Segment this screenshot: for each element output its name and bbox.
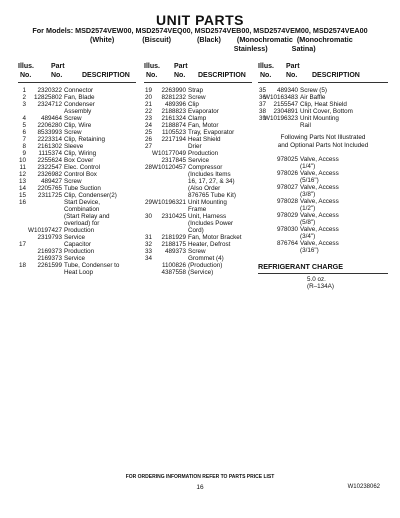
part-number: W10196323	[264, 115, 298, 122]
part-description: Tube, Condenser to	[64, 262, 120, 269]
part-number: 2206280	[37, 122, 62, 129]
model-line-1: For Models: MSD2574VEW00, MSD2574VEQ00, MSD2574VEB00, MSD2574VEM00, MSD2574VEA00	[32, 26, 368, 35]
parts-row	[18, 108, 138, 115]
illus-number: 21	[144, 101, 152, 108]
parts-row	[258, 170, 388, 177]
part-description: Valve, Access	[300, 156, 339, 163]
part-description: (Also Order	[188, 185, 221, 192]
part-number: 8533993	[37, 129, 62, 136]
part-label: Part	[174, 63, 188, 70]
parts-row	[144, 94, 254, 101]
ordering-footer: FOR ORDERING INFORMATION REFER TO PARTS PRICE LIST	[125, 474, 275, 480]
parts-row	[144, 227, 254, 234]
part-number: 2324712	[37, 101, 62, 108]
parts-row	[18, 101, 138, 108]
parts-row	[258, 87, 388, 94]
part-description: Control Box	[64, 171, 97, 178]
parts-row	[144, 164, 254, 171]
part-number: 2319793	[37, 234, 62, 241]
part-description: Assembly	[64, 108, 92, 115]
parts-row	[18, 150, 138, 157]
parts-row	[18, 199, 138, 206]
model-list	[0, 26, 400, 53]
part-description: Heat Shield	[188, 136, 221, 143]
part-label: Part	[286, 63, 300, 70]
part-number: 2310425	[161, 213, 186, 220]
part-description: Frame	[188, 206, 207, 213]
parts-row	[18, 178, 138, 185]
part-description: Compressor	[188, 164, 223, 171]
illus-number: 37	[258, 101, 266, 108]
parts-row	[144, 255, 254, 262]
part-description: Clip, Wiring	[64, 150, 97, 157]
parts-row	[144, 122, 254, 129]
part-description: Screw (5)	[300, 87, 327, 94]
part-description: Sleeve	[64, 143, 84, 150]
document-number: W10238062	[347, 484, 380, 490]
page-number: 16	[196, 484, 204, 491]
part-no-label: No.	[286, 72, 298, 79]
part-description: Valve, Access	[300, 240, 339, 247]
parts-row	[144, 248, 254, 255]
part-number: 2261599	[37, 262, 62, 269]
part-description: (5/16")	[300, 177, 319, 184]
part-number: 2320322	[37, 87, 62, 94]
page-title: UNIT PARTS	[156, 12, 244, 28]
illus-label: Illus.	[144, 63, 160, 70]
part-description: (Start Relay and	[64, 213, 110, 220]
part-description: Air Baffle	[300, 94, 326, 101]
part-number: 2188874	[161, 122, 186, 129]
part-description: (1/4")	[300, 163, 316, 170]
part-description: (5/8")	[300, 219, 316, 226]
parts-row	[258, 205, 388, 212]
parts-row	[258, 184, 388, 191]
illus-number: 24	[144, 122, 152, 129]
part-number: 2322547	[37, 164, 62, 171]
illus-number: 32	[144, 241, 152, 248]
illus-number: 18	[18, 262, 26, 269]
illus-no-label: No.	[146, 72, 158, 79]
part-description: Strap	[188, 87, 204, 94]
illus-number: 2	[22, 94, 26, 101]
part-description: Unit Mounting	[300, 115, 339, 122]
parts-row	[144, 206, 254, 213]
part-description: Service	[64, 234, 85, 241]
parts-row	[18, 164, 138, 171]
part-number: 8281232	[161, 94, 186, 101]
part-number: 2317845	[161, 157, 186, 164]
part-description: Tube Suction	[64, 185, 101, 192]
illus-number: 22	[144, 108, 152, 115]
illus-number: 26	[144, 136, 152, 143]
illus-number: 30	[144, 213, 152, 220]
part-number: 978026	[276, 170, 298, 177]
part-number: W10120457	[152, 164, 186, 171]
part-number: 2217194	[161, 136, 186, 143]
illus-no-label: No.	[20, 72, 32, 79]
part-number: W10177049	[152, 150, 186, 157]
parts-row	[144, 115, 254, 122]
part-description: Clamp	[188, 115, 207, 122]
part-number: W10197427	[28, 227, 62, 234]
part-number: 2188823	[161, 108, 186, 115]
parts-row	[18, 269, 138, 276]
part-description: (Includes Items	[188, 171, 231, 178]
illus-number: 7	[22, 136, 26, 143]
part-no-label: No.	[51, 72, 63, 79]
parts-row	[18, 122, 138, 129]
part-number: 2181929	[161, 234, 186, 241]
part-description: Connector	[64, 87, 94, 94]
parts-row	[18, 206, 138, 213]
part-description: (3/8")	[300, 191, 316, 198]
illus-number: 8	[22, 143, 26, 150]
illus-number: 14	[18, 185, 26, 192]
part-number: 12825802	[33, 94, 62, 101]
part-description: Screw	[64, 115, 82, 122]
part-description: Valve, Access	[300, 184, 339, 191]
parts-row	[258, 156, 388, 163]
part-description: Screw	[188, 94, 206, 101]
parts-row	[144, 234, 254, 241]
illus-number: 13	[18, 178, 26, 185]
part-description: Clip, Retaining	[64, 136, 105, 143]
illus-number: 33	[144, 248, 152, 255]
refrigerant-type: (R–134A)	[307, 283, 334, 290]
illus-number: 11	[19, 164, 26, 171]
part-description: Capacitor	[64, 241, 91, 248]
parts-row	[18, 234, 138, 241]
part-number: 2161302	[37, 143, 62, 150]
parts-row	[258, 101, 388, 108]
part-description: Unit Mounting	[188, 199, 227, 206]
illus-number: 39	[258, 115, 266, 122]
parts-row	[258, 177, 388, 184]
note-line-1: Following Parts Not Illustrated	[280, 134, 366, 141]
parts-row	[258, 122, 388, 129]
parts-row	[18, 87, 138, 94]
part-number: 489373	[164, 248, 186, 255]
parts-row	[258, 163, 388, 170]
part-number: 489396	[164, 101, 186, 108]
part-description: Start Device,	[64, 199, 101, 206]
part-number: 2263990	[161, 87, 186, 94]
parts-row	[144, 143, 254, 150]
parts-row	[144, 178, 254, 185]
parts-row	[258, 240, 388, 247]
illus-number: 17	[18, 241, 26, 248]
part-description: Heat Loop	[64, 269, 94, 276]
illus-number: 10	[18, 157, 26, 164]
part-description: Evaporator	[188, 108, 219, 115]
illus-number: 1	[22, 87, 26, 94]
part-number: 2161324	[161, 115, 186, 122]
part-description: (3/4")	[300, 233, 316, 240]
part-description: (Service)	[188, 269, 214, 276]
illus-number: 9	[22, 150, 26, 157]
refrigerant-amount: 5.0 oz.	[307, 276, 326, 283]
part-description: Valve, Access	[300, 198, 339, 205]
part-description: Valve, Access	[300, 170, 339, 177]
parts-row	[144, 269, 254, 276]
part-number: 978028	[276, 198, 298, 205]
description-label: DESCRIPTION	[198, 72, 246, 79]
part-description: Unit Cover, Bottom	[300, 108, 353, 115]
part-description: Drier	[188, 143, 202, 150]
part-description: Box Cover	[64, 157, 94, 164]
parts-row	[144, 220, 254, 227]
parts-row	[144, 136, 254, 143]
part-number: 2255624	[37, 157, 62, 164]
parts-row	[258, 191, 388, 198]
illus-number: 38	[258, 108, 266, 115]
part-number: 2169373	[37, 255, 62, 262]
part-number: 2155547	[273, 101, 298, 108]
part-number: 2188175	[161, 241, 186, 248]
parts-row	[258, 233, 388, 240]
part-label: Part	[51, 63, 65, 70]
parts-column-3b	[258, 156, 388, 254]
part-description: Screw	[188, 248, 206, 255]
part-number: 489340	[276, 87, 298, 94]
parts-row	[18, 157, 138, 164]
part-description: overload) for	[64, 220, 100, 227]
parts-row	[18, 185, 138, 192]
part-description: Service	[64, 255, 85, 262]
illus-number: 23	[144, 115, 152, 122]
part-description: (1/2")	[300, 205, 316, 212]
parts-row	[18, 171, 138, 178]
part-description: Screw	[64, 129, 82, 136]
parts-row	[144, 199, 254, 206]
part-number: 2304891	[273, 108, 298, 115]
part-description: Grommet (4)	[188, 255, 224, 262]
part-number: 4387558	[161, 269, 186, 276]
parts-row	[18, 143, 138, 150]
model-line-3: Stainless) Satina)	[66, 44, 316, 53]
illus-label: Illus.	[18, 63, 34, 70]
part-description: (3/16")	[300, 247, 319, 254]
part-description: Valve, Access	[300, 212, 339, 219]
part-description: Tray, Evaporator	[188, 129, 235, 136]
note-line-2: and Optional Parts Not Included	[277, 142, 369, 149]
illus-number: 36	[258, 94, 266, 101]
refrigerant-rule	[258, 273, 388, 274]
parts-row	[144, 129, 254, 136]
part-number: 2223314	[37, 136, 62, 143]
description-label: DESCRIPTION	[312, 72, 360, 79]
parts-row	[18, 136, 138, 143]
parts-row	[258, 226, 388, 233]
parts-row	[144, 241, 254, 248]
part-number: 2311725	[37, 192, 62, 199]
parts-row	[18, 227, 138, 234]
parts-row	[18, 115, 138, 122]
illus-number: 5	[22, 122, 26, 129]
parts-row	[18, 255, 138, 262]
part-description: Production	[188, 150, 219, 157]
part-description: Condenser	[64, 101, 95, 108]
parts-column-3	[258, 87, 388, 129]
illus-label: Illus.	[258, 63, 274, 70]
part-number: 489464	[40, 115, 62, 122]
part-description: Unit, Harness	[188, 213, 227, 220]
part-number: 978027	[276, 184, 298, 191]
illus-number: 35	[258, 87, 266, 94]
parts-column-1	[18, 87, 138, 276]
part-description: Clip, Wire	[64, 122, 92, 129]
parts-row	[18, 262, 138, 269]
parts-row	[258, 94, 388, 101]
parts-row	[144, 192, 254, 199]
part-description: Service	[188, 157, 209, 164]
part-description: Cord)	[188, 227, 204, 234]
parts-row	[258, 108, 388, 115]
part-description: Production	[64, 248, 95, 255]
part-description: Elec. Control	[64, 164, 101, 171]
part-description: Valve, Access	[300, 226, 339, 233]
part-description: (Production)	[188, 262, 223, 269]
part-number: 978025	[276, 156, 298, 163]
parts-row	[258, 247, 388, 254]
illus-number: 3	[22, 101, 26, 108]
parts-row	[18, 94, 138, 101]
header-rule-3	[258, 82, 388, 83]
parts-row	[144, 185, 254, 192]
part-number: 2326982	[37, 171, 62, 178]
illus-number: 34	[144, 255, 152, 262]
part-number: 876764	[276, 240, 298, 247]
not-illustrated-note	[258, 134, 388, 150]
illus-number: 27	[144, 143, 152, 150]
parts-row	[144, 108, 254, 115]
illus-number: 15	[18, 192, 26, 199]
part-number: W10196321	[152, 199, 186, 206]
parts-row	[144, 262, 254, 269]
part-description: Rail	[300, 122, 311, 129]
parts-row	[258, 212, 388, 219]
part-number: W10163483	[264, 94, 298, 101]
header-rule-1	[18, 82, 136, 83]
parts-row	[144, 87, 254, 94]
illus-number: 19	[144, 87, 152, 94]
part-description: 16, 17, 27, & 34)	[188, 178, 235, 185]
parts-row	[144, 101, 254, 108]
model-line-2: (White) (Biscuit) (Black) (Monochromatic (Monochromatic	[66, 35, 353, 44]
parts-row	[18, 220, 138, 227]
illus-number: 4	[22, 115, 26, 122]
part-description: Screw	[64, 178, 82, 185]
part-description: Clip, Heat Shield	[300, 101, 347, 108]
parts-row	[144, 157, 254, 164]
illus-no-label: No.	[260, 72, 272, 79]
parts-row	[258, 115, 388, 122]
part-description: Production	[64, 227, 95, 234]
refrigerant-heading: REFRIGERANT CHARGE	[258, 262, 344, 271]
part-number: 978030	[276, 226, 298, 233]
part-description: Heater, Defrost	[188, 241, 231, 248]
part-description: Clip	[188, 101, 199, 108]
header-rule-2	[144, 82, 252, 83]
parts-row	[144, 171, 254, 178]
part-number: 2205765	[37, 185, 62, 192]
parts-row	[258, 198, 388, 205]
part-description: Fan, Motor	[188, 122, 219, 129]
parts-row	[18, 213, 138, 220]
part-number: 1100826	[161, 262, 186, 269]
part-description: Fan, Blade	[64, 94, 95, 101]
part-description: Fan, Motor Bracket	[188, 234, 242, 241]
part-number: 489427	[40, 178, 62, 185]
illus-number: 29	[144, 199, 152, 206]
illus-number: 25	[144, 129, 152, 136]
part-description: (Includes Power	[188, 220, 234, 227]
illus-number: 31	[144, 234, 152, 241]
part-number: 1105523	[161, 129, 186, 136]
illus-number: 6	[22, 129, 26, 136]
parts-row	[18, 129, 138, 136]
parts-row	[258, 219, 388, 226]
illus-number: 20	[144, 94, 152, 101]
parts-row	[18, 192, 138, 199]
part-number: 978029	[276, 212, 298, 219]
description-label: DESCRIPTION	[82, 72, 130, 79]
part-number: 1115374	[38, 150, 62, 157]
illus-number: 12	[18, 171, 26, 178]
illus-number: 28	[144, 164, 152, 171]
parts-row	[18, 248, 138, 255]
part-number: 2169373	[37, 248, 62, 255]
parts-row	[18, 241, 138, 248]
part-no-label: No.	[174, 72, 186, 79]
part-description: Combination	[64, 206, 100, 213]
parts-column-2	[144, 87, 254, 276]
part-description: Clip, Condenser(2)	[64, 192, 117, 199]
illus-number: 16	[18, 199, 26, 206]
parts-row	[144, 150, 254, 157]
parts-row	[144, 213, 254, 220]
part-description: 876765 Tube Kit)	[188, 192, 236, 199]
